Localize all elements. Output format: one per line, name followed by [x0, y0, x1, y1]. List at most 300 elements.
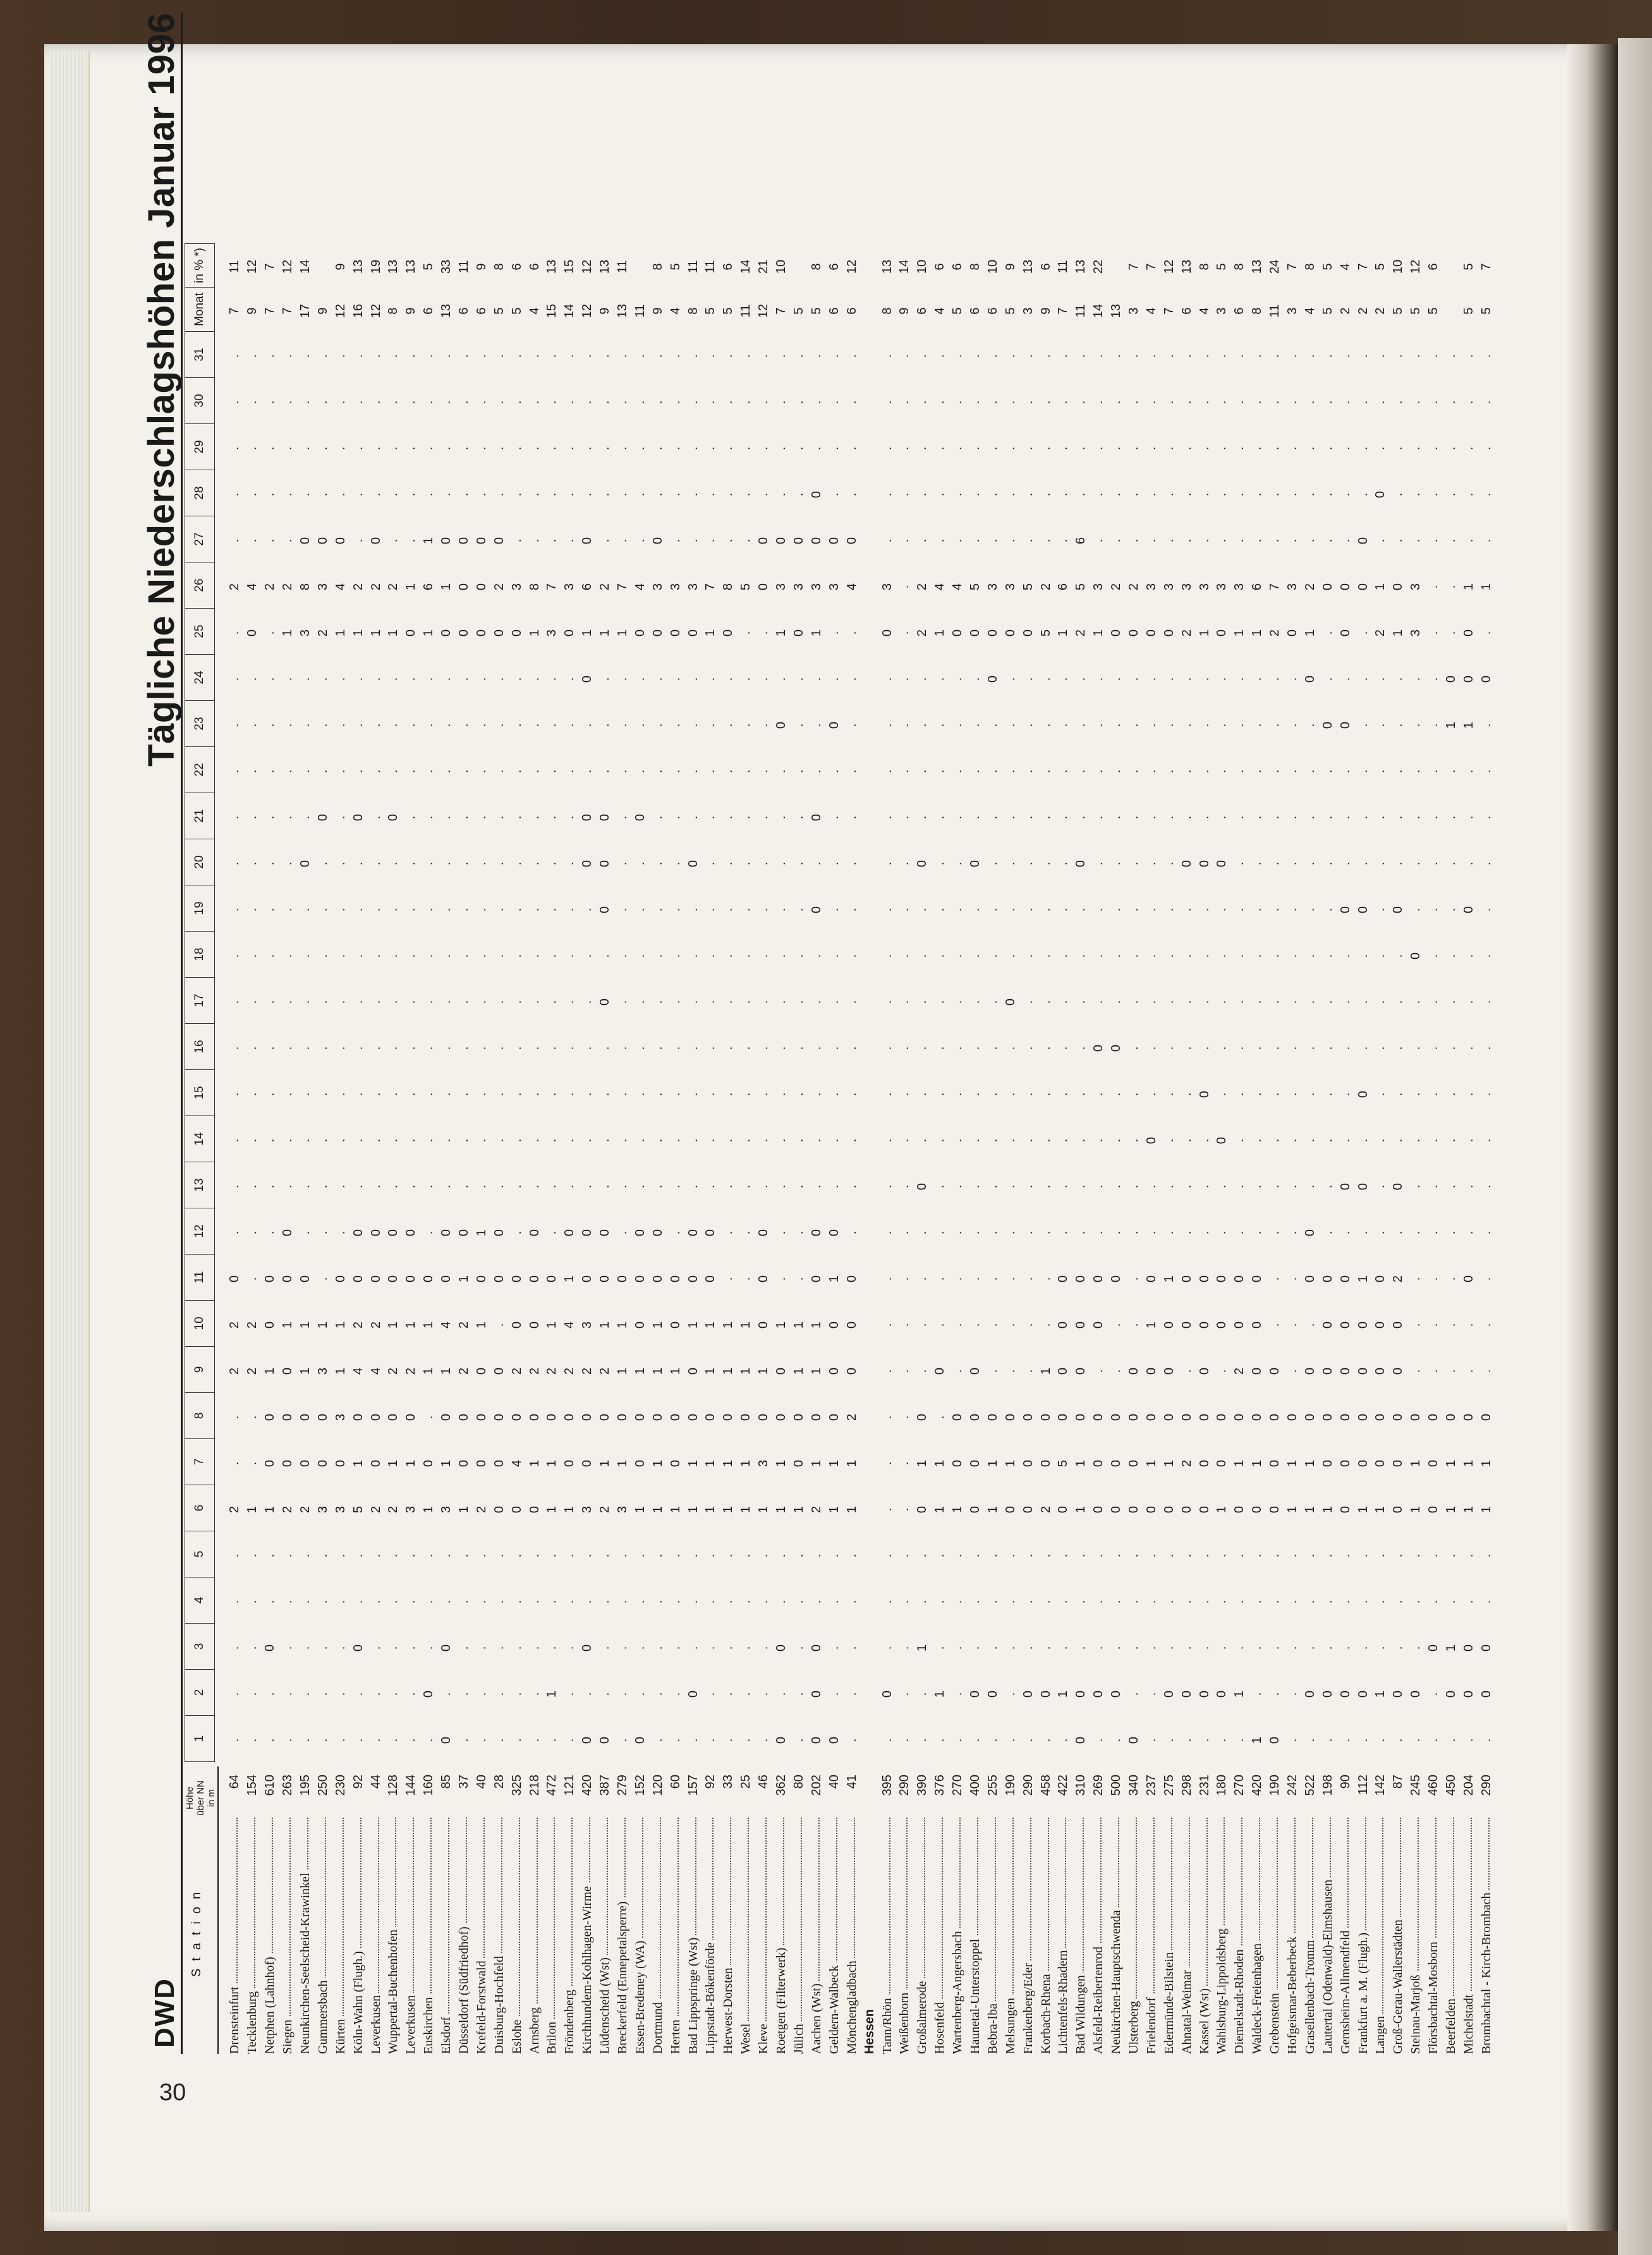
- day-value: .: [968, 1046, 982, 1050]
- table-row: [896, 245, 914, 2054]
- day-value: 3: [827, 583, 841, 591]
- table-row: [1037, 245, 1055, 2054]
- day-value: .: [1444, 1231, 1458, 1235]
- day-value: .: [951, 538, 965, 543]
- day-value: .: [457, 1692, 471, 1696]
- day-value: .: [616, 1738, 630, 1742]
- day-value: .: [1056, 954, 1071, 958]
- day-value: .: [915, 1092, 930, 1097]
- station-name: Siegen: [281, 1814, 295, 2054]
- day-value: .: [1003, 1277, 1017, 1281]
- day-value: .: [616, 861, 630, 866]
- day-value: 0: [1479, 675, 1493, 683]
- day-value: .: [509, 1600, 524, 1604]
- day-value: 1: [703, 1367, 718, 1375]
- day-value: .: [1250, 1000, 1265, 1004]
- day-value: .: [1356, 723, 1370, 727]
- day-value: .: [1074, 1184, 1088, 1189]
- day-value: 0: [1074, 1413, 1088, 1421]
- day-value: .: [1038, 1138, 1053, 1143]
- day-value: .: [968, 1231, 982, 1235]
- day-value: 0: [1338, 906, 1352, 914]
- day-value: 1: [1391, 629, 1406, 637]
- day-value: .: [315, 1231, 330, 1235]
- day-value: .: [1056, 1553, 1071, 1558]
- day-value: .: [880, 1092, 894, 1097]
- day-value: 0: [1356, 1690, 1370, 1698]
- month-value: 5: [1320, 307, 1335, 315]
- day-value: .: [1003, 1600, 1017, 1604]
- day-value: 2: [562, 1367, 577, 1375]
- day-value: 1: [298, 1367, 312, 1375]
- day-value: 1: [333, 1367, 348, 1375]
- day-value: .: [1268, 1646, 1282, 1650]
- month-value: 3: [1126, 307, 1141, 315]
- day-value: .: [1444, 1000, 1458, 1004]
- day-value: 0: [633, 1229, 647, 1237]
- table-row: [1425, 245, 1443, 2054]
- day-value: .: [1232, 908, 1247, 912]
- day-value: .: [774, 954, 789, 958]
- day-value: .: [791, 1600, 806, 1604]
- day-value: .: [1391, 492, 1406, 497]
- day-value: .: [1162, 492, 1176, 497]
- station-name: Michelstadt: [1462, 1814, 1476, 2054]
- day-value: .: [880, 492, 894, 497]
- day-value: .: [686, 1046, 700, 1050]
- day-value: .: [985, 723, 1000, 727]
- day-value: .: [1003, 1553, 1017, 1558]
- day-value: .: [333, 1231, 348, 1235]
- day-value: .: [721, 1231, 736, 1235]
- day-value: .: [598, 1600, 612, 1604]
- day-value: .: [404, 954, 418, 958]
- day-value: .: [1144, 908, 1158, 912]
- day-value: .: [386, 1646, 401, 1650]
- day-value: .: [1162, 1046, 1176, 1050]
- day-value: .: [739, 1553, 753, 1558]
- day-value: .: [1215, 492, 1229, 497]
- day-value: .: [897, 1553, 912, 1558]
- day-value: .: [1179, 446, 1194, 451]
- day-value: .: [1338, 492, 1352, 497]
- station-altitude: 28: [492, 1775, 506, 1789]
- day-value: .: [1126, 1231, 1141, 1235]
- day-value: .: [756, 1184, 771, 1189]
- day-value: .: [809, 954, 823, 958]
- table-row: [456, 245, 473, 2054]
- day-value: 1: [263, 1367, 277, 1375]
- month-value: 9: [598, 307, 612, 315]
- day-value: .: [791, 1000, 806, 1004]
- month-value: 7: [774, 307, 789, 315]
- day-value: .: [1038, 1231, 1053, 1235]
- day-value: 1: [1461, 1505, 1476, 1514]
- day-value: .: [1215, 1092, 1229, 1097]
- day-value: 0: [844, 537, 859, 545]
- day-value: .: [880, 1553, 894, 1558]
- day-value: 2: [1038, 1505, 1053, 1514]
- day-value: .: [315, 954, 330, 958]
- day-value: .: [562, 1000, 577, 1004]
- percent-value: 10: [915, 259, 930, 274]
- day-value: 0: [492, 1505, 506, 1514]
- percent-value: 5: [422, 263, 436, 270]
- day-value: .: [933, 769, 947, 774]
- day-value: .: [1444, 1184, 1458, 1189]
- day-value: 0: [1391, 1505, 1406, 1514]
- day-value: .: [668, 538, 683, 543]
- day-value: .: [897, 1000, 912, 1004]
- day-value: .: [933, 723, 947, 727]
- day-value: .: [228, 538, 242, 543]
- day-value: .: [1338, 954, 1352, 958]
- day-value: .: [915, 400, 930, 404]
- station-name: Ulsterberg: [1127, 1814, 1141, 2054]
- day-value: .: [1091, 1600, 1106, 1604]
- day-value: .: [1144, 815, 1158, 820]
- day-value: .: [1426, 1000, 1441, 1004]
- day-value: .: [616, 1553, 630, 1558]
- day-value: .: [951, 1000, 965, 1004]
- day-value: .: [897, 1461, 912, 1466]
- day-value: .: [509, 1553, 524, 1558]
- day-value: .: [915, 354, 930, 358]
- day-value: .: [721, 400, 736, 404]
- percent-value: [1444, 245, 1459, 289]
- day-value: .: [1303, 538, 1317, 543]
- day-value: 0: [1409, 1690, 1423, 1698]
- day-value: .: [668, 954, 683, 958]
- day-value: .: [545, 908, 559, 912]
- day-value: .: [1003, 1738, 1017, 1742]
- day-value: .: [1074, 1553, 1088, 1558]
- month-value: 5: [721, 307, 736, 315]
- day-value: .: [368, 1046, 383, 1050]
- day-value: .: [880, 815, 894, 820]
- page-title: Tägliche Niederschlagshöhen Januar 1996: [141, 13, 182, 767]
- day-value: .: [985, 1138, 1000, 1143]
- day-value: 0: [457, 1229, 471, 1237]
- day-value: .: [545, 769, 559, 774]
- day-value: 1: [650, 1321, 665, 1329]
- day-value: .: [527, 1600, 542, 1604]
- day-value: .: [1232, 677, 1247, 681]
- day-value: .: [263, 1092, 277, 1097]
- day-value: 0: [1303, 1690, 1317, 1698]
- percent-value: 13: [1250, 259, 1265, 274]
- day-value: .: [1091, 1553, 1106, 1558]
- day-value: 5: [739, 583, 753, 591]
- day-value: .: [439, 908, 454, 912]
- day-value: .: [1197, 1600, 1212, 1604]
- day-value: 0: [1338, 629, 1352, 637]
- day-value: .: [351, 446, 365, 451]
- day-value: .: [774, 400, 789, 404]
- day-value: 0: [616, 1413, 630, 1421]
- day-value: .: [1285, 769, 1299, 774]
- day-value: .: [756, 354, 771, 358]
- day-value: .: [1091, 815, 1106, 820]
- percent-value: 5: [1461, 263, 1476, 270]
- station-altitude: 92: [703, 1775, 718, 1789]
- day-value: 0: [827, 1413, 841, 1421]
- day-value: .: [281, 861, 295, 866]
- day-value: .: [951, 908, 965, 912]
- day-value: 1: [686, 1505, 700, 1514]
- day-value: 0: [1091, 1690, 1106, 1698]
- day-value: .: [245, 1000, 260, 1004]
- day-value: .: [598, 1646, 612, 1650]
- day-value: .: [1074, 769, 1088, 774]
- day-value: 1: [774, 1321, 789, 1329]
- day-value: 0: [1197, 860, 1212, 868]
- percent-value: 5: [1320, 263, 1335, 270]
- day-value: .: [1179, 723, 1194, 727]
- day-value: .: [386, 908, 401, 912]
- day-value: .: [968, 354, 982, 358]
- day-value: .: [985, 769, 1000, 774]
- day-value: .: [897, 1138, 912, 1143]
- day-value: 0: [580, 1459, 595, 1468]
- day-value: .: [598, 400, 612, 404]
- day-value: .: [633, 400, 647, 404]
- day-value: .: [422, 1046, 436, 1050]
- day-value: 1: [368, 629, 383, 637]
- day-value: 1: [1479, 1459, 1493, 1468]
- day-value: .: [1003, 677, 1017, 681]
- day-value: 2: [1373, 629, 1388, 637]
- table-row: [490, 245, 508, 2054]
- day-value: .: [527, 1138, 542, 1143]
- day-value: .: [1074, 1092, 1088, 1097]
- day-value: .: [915, 723, 930, 727]
- day-value: 1: [985, 1505, 1000, 1514]
- day-value: .: [985, 1369, 1000, 1373]
- day-value: .: [1126, 538, 1141, 543]
- day-value: .: [1074, 1646, 1088, 1650]
- day-value: .: [457, 1138, 471, 1143]
- day-value: 1: [650, 1459, 665, 1468]
- day-value: .: [616, 723, 630, 727]
- percent-header: in % *): [185, 243, 215, 288]
- day-value: .: [422, 400, 436, 404]
- day-value: 0: [509, 1275, 524, 1283]
- day-header: 16: [185, 1024, 215, 1070]
- day-value: .: [633, 1553, 647, 1558]
- day-value: .: [315, 769, 330, 774]
- day-value: .: [1461, 1369, 1476, 1373]
- day-value: .: [598, 1092, 612, 1097]
- day-value: 0: [1162, 1690, 1176, 1698]
- day-value: 0: [474, 1275, 489, 1283]
- day-value: .: [703, 1553, 718, 1558]
- day-value: .: [1268, 1046, 1282, 1050]
- day-value: .: [228, 1092, 242, 1097]
- day-value: .: [774, 861, 789, 866]
- day-value: .: [527, 677, 542, 681]
- table-row: [967, 245, 985, 2054]
- day-value: .: [1109, 1323, 1124, 1327]
- day-value: 0: [985, 675, 1000, 683]
- day-value: .: [439, 723, 454, 727]
- day-value: .: [668, 492, 683, 497]
- day-value: .: [457, 769, 471, 774]
- day-value: .: [650, 1138, 665, 1143]
- day-value: .: [791, 400, 806, 404]
- day-value: 0: [1356, 537, 1370, 545]
- month-value: 5: [1391, 307, 1406, 315]
- day-value: .: [245, 815, 260, 820]
- percent-value: 10: [1391, 259, 1406, 274]
- day-header: 1: [185, 1716, 215, 1762]
- day-value: .: [897, 1738, 912, 1742]
- day-value: .: [368, 1138, 383, 1143]
- day-value: .: [1056, 1092, 1071, 1097]
- day-value: .: [1373, 1046, 1388, 1050]
- day-value: .: [422, 1092, 436, 1097]
- day-value: .: [1356, 861, 1370, 866]
- day-value: .: [298, 677, 312, 681]
- day-value: 0: [791, 1459, 806, 1468]
- day-value: .: [1003, 1692, 1017, 1696]
- day-value: .: [951, 400, 965, 404]
- day-value: .: [245, 1231, 260, 1235]
- day-value: 0: [827, 537, 841, 545]
- day-value: .: [263, 446, 277, 451]
- day-value: 1: [562, 1505, 577, 1514]
- station-altitude: 522: [1303, 1775, 1317, 1796]
- day-value: .: [368, 769, 383, 774]
- day-value: 0: [580, 537, 595, 545]
- day-value: 0: [686, 1229, 700, 1237]
- day-value: .: [1391, 861, 1406, 866]
- day-value: 0: [351, 1413, 365, 1421]
- day-value: .: [1391, 1092, 1406, 1097]
- day-value: 1: [1074, 1459, 1088, 1468]
- day-value: .: [1250, 908, 1265, 912]
- day-value: 0: [474, 1459, 489, 1468]
- day-value: .: [457, 492, 471, 497]
- day-value: .: [1303, 1600, 1317, 1604]
- day-value: .: [703, 677, 718, 681]
- day-value: 0: [527, 1505, 542, 1514]
- day-value: .: [281, 1000, 295, 1004]
- day-value: .: [1250, 723, 1265, 727]
- day-value: .: [1409, 769, 1423, 774]
- day-value: .: [897, 354, 912, 358]
- day-value: 1: [386, 1321, 401, 1329]
- day-value: .: [1373, 815, 1388, 820]
- day-value: 0: [263, 1459, 277, 1468]
- day-value: 1: [774, 1459, 789, 1468]
- day-value: .: [228, 1646, 242, 1650]
- day-value: .: [1285, 354, 1299, 358]
- day-value: 0: [245, 629, 260, 637]
- table-row: [1108, 245, 1126, 2054]
- day-value: 0: [404, 1229, 418, 1237]
- day-value: .: [263, 1553, 277, 1558]
- day-value: .: [756, 1553, 771, 1558]
- day-value: .: [422, 1415, 436, 1419]
- day-value: .: [880, 1738, 894, 1742]
- station-name: Krefeld-Forstwald: [475, 1814, 489, 2054]
- day-value: .: [721, 1046, 736, 1050]
- day-value: .: [474, 1738, 489, 1742]
- day-value: .: [1126, 677, 1141, 681]
- day-value: .: [1250, 861, 1265, 866]
- day-value: .: [492, 908, 506, 912]
- day-value: .: [298, 1046, 312, 1050]
- day-value: .: [1074, 492, 1088, 497]
- day-value: .: [616, 1046, 630, 1050]
- day-value: 1: [739, 1367, 753, 1375]
- day-value: .: [791, 1046, 806, 1050]
- day-value: 1: [827, 1459, 841, 1468]
- day-value: .: [897, 815, 912, 820]
- day-value: .: [1444, 585, 1458, 589]
- day-value: .: [1126, 769, 1141, 774]
- day-value: .: [1126, 1692, 1141, 1696]
- day-value: 0: [1391, 1413, 1406, 1421]
- day-value: .: [1285, 723, 1299, 727]
- day-header: 6: [185, 1485, 215, 1531]
- day-value: .: [386, 723, 401, 727]
- day-value: .: [739, 1000, 753, 1004]
- day-value: 0: [281, 1229, 295, 1237]
- day-value: .: [509, 908, 524, 912]
- day-value: 3: [580, 1321, 595, 1329]
- day-value: .: [1285, 1138, 1299, 1143]
- day-value: .: [263, 538, 277, 543]
- day-value: .: [545, 1092, 559, 1097]
- month-value: 6: [457, 307, 471, 315]
- percent-value: 15: [562, 259, 577, 274]
- day-value: .: [439, 769, 454, 774]
- day-value: .: [474, 815, 489, 820]
- day-value: .: [1320, 1092, 1335, 1097]
- day-value: .: [1215, 1000, 1229, 1004]
- day-value: 3: [1197, 583, 1212, 591]
- day-value: .: [386, 492, 401, 497]
- day-value: 0: [1320, 1690, 1335, 1698]
- day-value: .: [1479, 631, 1493, 635]
- day-value: 0: [1250, 1321, 1265, 1329]
- day-value: .: [1144, 446, 1158, 451]
- station-altitude: 44: [368, 1775, 383, 1789]
- month-value: 7: [281, 307, 295, 315]
- day-value: 1: [545, 1321, 559, 1329]
- day-value: .: [580, 908, 595, 912]
- day-value: .: [1215, 446, 1229, 451]
- day-value: .: [1232, 1092, 1247, 1097]
- day-value: .: [545, 492, 559, 497]
- month-value: 5: [951, 307, 965, 315]
- day-value: .: [1461, 1323, 1476, 1327]
- station-altitude: 250: [315, 1775, 330, 1796]
- day-value: .: [933, 1046, 947, 1050]
- day-value: .: [333, 492, 348, 497]
- day-value: .: [1056, 769, 1071, 774]
- day-value: .: [1444, 1738, 1458, 1742]
- day-value: .: [1179, 815, 1194, 820]
- station-altitude: 362: [774, 1775, 789, 1796]
- day-value: .: [422, 908, 436, 912]
- month-value: 5: [1479, 307, 1493, 315]
- day-value: .: [633, 908, 647, 912]
- month-value: 11: [633, 304, 647, 318]
- day-value: .: [315, 1646, 330, 1650]
